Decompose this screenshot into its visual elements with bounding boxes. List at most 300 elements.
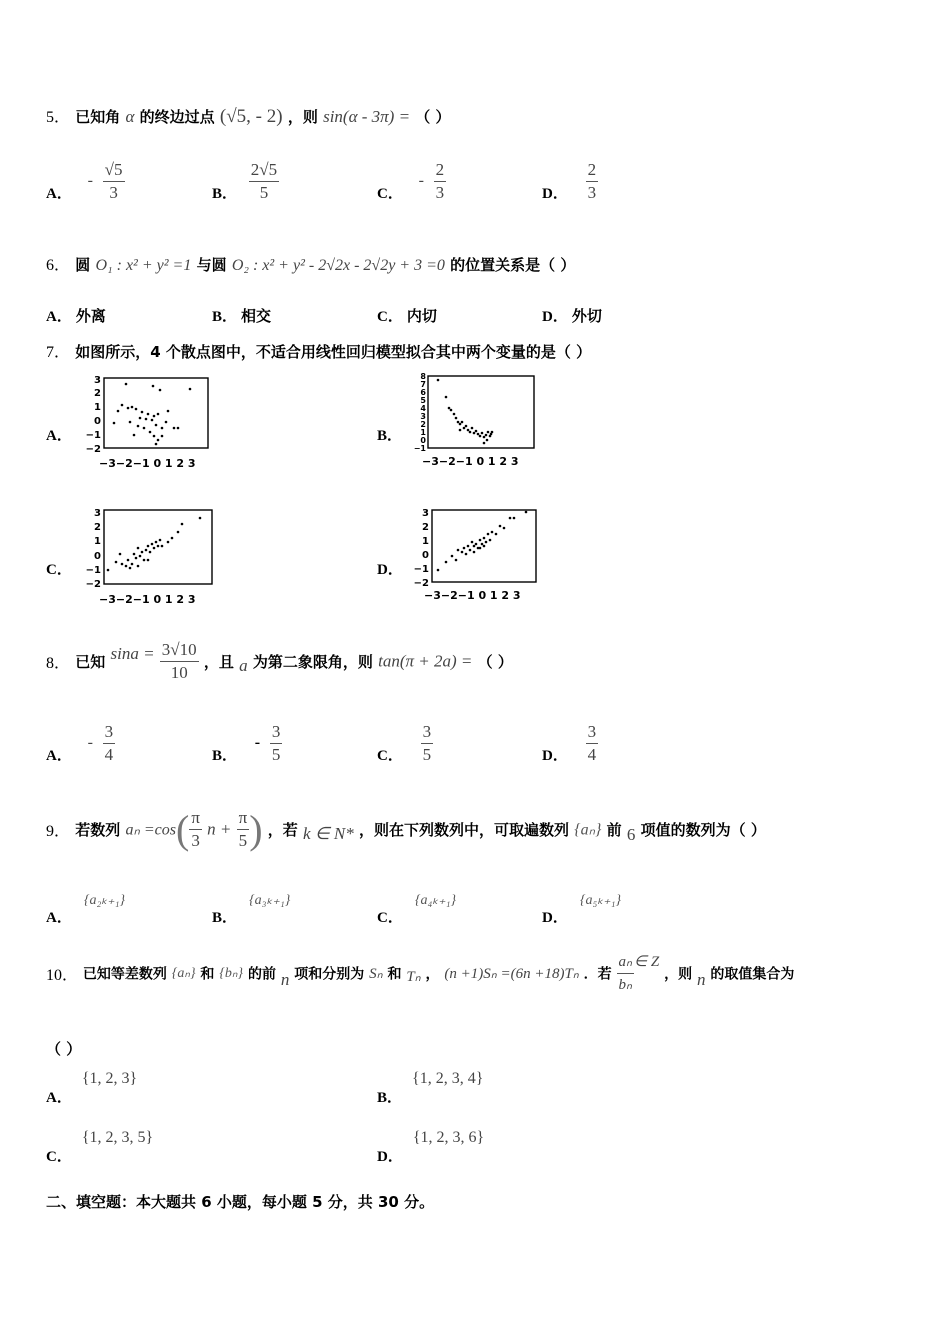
scatter-point: [199, 517, 202, 520]
q10-text-5: 和: [387, 966, 402, 983]
q10-option-a[interactable]: [46, 1070, 137, 1107]
q10-option-c[interactable]: [46, 1129, 153, 1166]
scatter-point: [463, 427, 466, 430]
scatter-b-ytick-6: 6: [420, 388, 426, 397]
q5-option-b-fraction: [249, 160, 279, 203]
scatter-point: [189, 388, 192, 391]
scatter-point: [445, 561, 448, 564]
q10-T: Tₙ: [406, 969, 421, 985]
scatter-point: [467, 429, 470, 432]
scatter-a-points: [113, 383, 192, 446]
q6-number: 6．: [46, 257, 71, 274]
q8-option-b-sign: -: [254, 733, 261, 751]
scatter-b-ytick-3: 3: [420, 412, 426, 421]
q9-text-1: 若数列: [75, 821, 121, 839]
q8-text-3: 为第二象限角，则: [252, 653, 373, 671]
scatter-point: [459, 429, 462, 432]
scatter-point: [437, 379, 440, 382]
scatter-b-points: [437, 379, 494, 445]
q7-number: 7．: [46, 344, 71, 361]
q10-text-2: 和: [200, 966, 215, 983]
q6-option-c[interactable]: [377, 305, 437, 326]
scatter-point: [159, 539, 162, 542]
scatter-point: [457, 549, 460, 552]
scatter-d-ytick-3: 3: [422, 508, 429, 519]
q10-paren: （ ）: [46, 1040, 82, 1058]
scatter-point: [113, 422, 116, 425]
scatter-point: [455, 417, 458, 420]
scatter-point: [155, 541, 158, 544]
scatter-point: [487, 431, 490, 434]
scatter-point: [107, 569, 110, 572]
q5-option-a-fraction: [103, 160, 125, 203]
scatter-point: [152, 385, 155, 388]
q9-option-c[interactable]: [377, 892, 456, 927]
q10-option-a-text: {1, 2, 3}: [81, 1070, 138, 1087]
q5-number: 5．: [46, 109, 71, 126]
scatter-point: [473, 551, 476, 554]
q5-option-c-sign: -: [418, 171, 424, 189]
scatter-point: [133, 553, 136, 556]
q9-k: k ∈ N*: [303, 823, 354, 843]
scatter-point: [161, 435, 164, 438]
scatter-point: [181, 523, 184, 526]
q8-option-c-fraction: [421, 722, 434, 765]
scatter-point: [155, 424, 158, 427]
scatter-d-yticks: [414, 508, 429, 589]
scatter-point: [173, 427, 176, 430]
q7-scatter-b[interactable]: [414, 370, 544, 472]
q9-option-b-text: {a₃ₖ₊₁}: [249, 893, 291, 908]
scatter-b-xticks: −3−2−1 0 1 2 3: [422, 455, 519, 468]
q9-option-c-text: {a₄ₖ₊₁}: [414, 893, 457, 908]
scatter-point: [161, 427, 164, 430]
q8-a: a: [239, 655, 248, 675]
scatter-point: [143, 427, 146, 430]
scatter-point: [471, 427, 474, 430]
q5-stem: [46, 104, 451, 128]
scatter-point: [137, 425, 140, 428]
q5-option-b-numerator: 2√5: [249, 160, 279, 182]
q7-option-a-label[interactable]: A．: [46, 428, 72, 444]
scatter-point: [491, 431, 494, 434]
q8-option-d-fraction: [586, 722, 599, 765]
scatter-point: [459, 423, 462, 426]
q10-option-b-label: B．: [377, 1090, 403, 1106]
q9-fraction-2-numerator: π: [237, 808, 250, 830]
q9-fraction-2: [237, 808, 250, 851]
q8-stem: [46, 640, 513, 683]
scatter-point: [119, 553, 122, 556]
q8-text-1: 已知: [75, 653, 106, 671]
q5-option-d[interactable]: [542, 160, 598, 203]
q6-option-d-text: 外切: [571, 307, 602, 325]
scatter-b-ytick-0: 0: [420, 436, 426, 445]
scatter-point: [157, 545, 160, 548]
scatter-point: [129, 567, 132, 570]
scatter-d-ytick-0: 0: [422, 550, 429, 561]
scatter-point: [167, 541, 170, 544]
scatter-point: [147, 413, 150, 416]
scatter-b-ytick-m1: −1: [414, 444, 426, 453]
scatter-a-ytick-3: 3: [94, 375, 101, 386]
q8-option-d-denominator: 4: [587, 745, 597, 764]
q8-option-a-fraction: [103, 722, 116, 765]
scatter-point: [131, 406, 134, 409]
scatter-point: [127, 407, 130, 410]
q5-option-c-numerator: 2: [434, 160, 447, 182]
scatter-point: [133, 434, 136, 437]
q8-option-b[interactable]: [212, 722, 282, 765]
scatter-point: [145, 418, 148, 421]
q6-option-a[interactable]: [46, 305, 106, 326]
q5-option-d-fraction: [586, 160, 599, 203]
q7-text: 如图所示，4 个散点图中，不适合用线性回归模型拟合其中两个变量的是（ ）: [75, 343, 592, 361]
q8-number: 8．: [46, 655, 71, 672]
scatter-point: [445, 396, 448, 399]
q8-option-d[interactable]: [542, 722, 598, 765]
q10-option-d[interactable]: [377, 1129, 484, 1166]
scatter-point: [115, 561, 118, 564]
scatter-point: [437, 569, 440, 572]
q6-option-b-text: 相交: [241, 307, 272, 325]
scatter-point: [117, 410, 120, 413]
scatter-point: [485, 541, 488, 544]
q9-option-b-label: B．: [212, 910, 238, 926]
q9-option-d[interactable]: [542, 892, 621, 927]
q10-fraction-denominator: bₙ: [618, 977, 633, 993]
scatter-point: [139, 417, 142, 420]
scatter-point: [161, 545, 164, 548]
scatter-point: [171, 537, 174, 540]
q10-option-c-text: {1, 2, 3, 5}: [81, 1129, 154, 1146]
q6-option-b-label: B．: [212, 309, 238, 325]
q5-option-a-sign: -: [87, 171, 93, 189]
q8-option-d-numerator: 3: [586, 722, 599, 744]
q10-text-9: 的取值集合为: [710, 966, 795, 983]
q10-text-1: 已知等差数列: [82, 966, 167, 983]
q8-option-b-numerator: 3: [270, 722, 283, 744]
q10-in-z: ∈ Z: [634, 954, 660, 970]
q8-expression: tan(π + 2a) =: [378, 651, 473, 671]
scatter-point: [153, 435, 156, 438]
q7-option-b-label[interactable]: B．: [377, 428, 403, 444]
scatter-point: [177, 531, 180, 534]
section-2-heading: 二、填空题：本大题共 6 小题，每小题 5 分，共 30 分。: [46, 1193, 435, 1211]
scatter-b-ytick-4: 4: [420, 404, 426, 413]
q6-stem: [46, 252, 575, 275]
scatter-c-xticks: −3−2−1 0 1 2 3: [99, 593, 196, 606]
q10-option-b[interactable]: [377, 1070, 483, 1107]
q8-option-a[interactable]: [46, 722, 115, 765]
scatter-point: [149, 551, 152, 554]
q10-sequence-b: {bₙ}: [219, 966, 244, 981]
scatter-point: [135, 557, 138, 560]
scatter-point: [473, 545, 476, 548]
q6-option-d[interactable]: [542, 305, 602, 326]
scatter-point: [483, 436, 486, 439]
q10-n-2: n: [696, 969, 706, 989]
scatter-point: [125, 565, 128, 568]
scatter-point: [129, 421, 132, 424]
scatter-point: [448, 407, 451, 410]
q5-text-4: （ ）: [415, 108, 451, 126]
scatter-point: [483, 545, 486, 548]
scatter-point: [465, 425, 468, 428]
scatter-c-ytick-m1: −1: [85, 565, 101, 576]
scatter-point: [127, 559, 130, 562]
q8-option-b-label: B．: [212, 748, 238, 764]
q5-expression: sin(α - 3π) =: [323, 107, 411, 126]
scatter-point: [153, 547, 156, 550]
q8-option-b-fraction: [270, 722, 283, 765]
scatter-b-ytick-8: 8: [420, 372, 426, 381]
q6-option-c-text: 内切: [406, 307, 437, 325]
q9-option-d-label: D．: [542, 910, 568, 926]
q9-option-a-text: {a₂ₖ₊₁}: [83, 893, 126, 908]
q10-sequence-a: {aₙ}: [171, 966, 196, 981]
scatter-d-ytick-m2: −2: [414, 578, 429, 589]
scatter-a-ytick-m2: −2: [85, 444, 101, 455]
scatter-b-yticks: [414, 372, 426, 453]
scatter-point: [147, 545, 150, 548]
q6-circle-2: O₂ : x² + y² - 2√2x - 2√2y + 3 =0: [231, 257, 445, 274]
q9-text-2: ，若: [267, 821, 298, 839]
scatter-point: [450, 409, 453, 412]
q9-text-4: 前: [606, 821, 622, 839]
q8-fraction: [160, 640, 199, 683]
q9-fraction-1-denominator: 3: [191, 831, 200, 850]
q9-six: 6: [626, 824, 636, 844]
scatter-point: [467, 545, 470, 548]
scatter-b-ytick-2: 2: [420, 420, 426, 429]
q10-option-a-label: A．: [46, 1090, 72, 1106]
q9-option-a[interactable]: [46, 892, 125, 927]
scatter-a-frame: [104, 378, 208, 448]
q5-option-c[interactable]: [377, 160, 446, 203]
q5-text-1: 已知角: [75, 108, 121, 126]
q10-option-d-text: {1, 2, 3, 6}: [412, 1129, 485, 1146]
q5-option-a-denominator: 3: [109, 183, 118, 202]
q8-text-2: ，且: [203, 653, 234, 671]
scatter-point: [157, 413, 160, 416]
scatter-point: [499, 525, 502, 528]
q8-numerator: 3√10: [160, 640, 199, 662]
q5-option-d-denominator: 3: [587, 183, 597, 202]
scatter-point: [125, 383, 128, 386]
q9-option-d-text: {a₅ₖ₊₁}: [579, 893, 622, 908]
q6-circle-1: O₁ : x² + y² =1: [95, 257, 192, 274]
scatter-a-yticks: [86, 375, 101, 455]
q8-option-c-denominator: 5: [422, 745, 432, 764]
q10-option-c-label: C．: [46, 1149, 72, 1165]
scatter-point: [453, 413, 456, 416]
scatter-a-xticks: −3−2−1 0 1 2 3: [99, 457, 196, 470]
q6-option-b[interactable]: [212, 305, 271, 326]
q8-option-c[interactable]: [377, 722, 433, 765]
scatter-point: [487, 533, 490, 536]
scatter-b-ytick-5: 5: [420, 396, 426, 405]
q7-scatter-c[interactable]: [82, 504, 222, 608]
q5-text-2: 的终边过点: [139, 108, 215, 126]
scatter-point: [479, 539, 482, 542]
q9-number: 9．: [46, 823, 71, 840]
scatter-point: [153, 415, 156, 418]
scatter-point: [491, 531, 494, 534]
scatter-point: [131, 563, 134, 566]
q5-option-b-label: B．: [212, 186, 238, 202]
scatter-point: [473, 432, 476, 435]
scatter-point: [159, 389, 162, 392]
scatter-point: [483, 537, 486, 540]
q9-left-paren: (: [176, 807, 190, 852]
q10-number: 10．: [46, 967, 79, 984]
scatter-point: [167, 410, 170, 413]
q10-text-3: 的前: [247, 966, 276, 983]
scatter-point: [457, 421, 460, 424]
q9-text-3: ，则在下列数列中，可取遍数列: [358, 821, 569, 839]
q10-stem: [46, 952, 794, 995]
scatter-a-ytick-0: 0: [94, 416, 101, 427]
q10-text-7: ．若: [583, 966, 612, 983]
scatter-b-ytick-7: 7: [420, 380, 426, 389]
q9-option-b[interactable]: [212, 892, 290, 927]
q9-fraction-2-denominator: 5: [238, 831, 248, 850]
q9-text-5: 项值的数列为（ ）: [640, 821, 766, 839]
scatter-point: [145, 549, 148, 552]
scatter-point: [149, 431, 152, 434]
q5-option-c-label: C．: [377, 186, 403, 202]
q8-option-a-numerator: 3: [103, 722, 116, 744]
q7-option-d-label[interactable]: D．: [377, 562, 403, 578]
q10-text-8: ，则: [664, 966, 693, 983]
q5-option-b[interactable]: [212, 160, 279, 203]
scatter-point: [479, 547, 482, 550]
q9-option-c-label: C．: [377, 910, 403, 926]
q6-option-a-text: 外离: [75, 307, 106, 325]
q8-lhs: sina =: [110, 643, 155, 663]
scatter-point: [137, 547, 140, 550]
scatter-point: [469, 431, 472, 434]
q5-text-3: ，则: [287, 108, 318, 126]
q10-n-1: n: [280, 969, 290, 989]
scatter-c-ytick-0: 0: [94, 551, 101, 562]
q9-fraction-1-numerator: π: [189, 808, 202, 830]
q7-stem: [46, 339, 591, 362]
scatter-c-yticks: [86, 508, 101, 590]
q6-text-3: 的位置关系是（ ）: [450, 256, 576, 274]
scatter-point: [477, 433, 480, 436]
scatter-point: [479, 435, 482, 438]
q8-option-a-sign: -: [87, 733, 93, 751]
q7-scatter-a[interactable]: [82, 370, 222, 472]
q5-option-a[interactable]: [46, 160, 125, 203]
scatter-point: [155, 443, 158, 446]
q5-option-a-label: A．: [46, 186, 72, 202]
scatter-point: [513, 517, 516, 520]
scatter-point: [137, 565, 140, 568]
q8-denominator: 10: [170, 663, 188, 682]
scatter-point: [525, 511, 528, 514]
q10-option-b-text: {1, 2, 3, 4}: [412, 1070, 484, 1087]
q5-option-d-numerator: 2: [586, 160, 599, 182]
scatter-c-ytick-m2: −2: [85, 579, 101, 590]
scatter-point: [151, 543, 154, 546]
scatter-point: [469, 549, 472, 552]
q9-sequence: {aₙ}: [574, 821, 602, 839]
q10-fraction-numerator: aₙ: [617, 952, 634, 974]
q8-option-c-numerator: 3: [421, 722, 434, 744]
scatter-point: [451, 555, 454, 558]
q5-option-a-numerator: √5: [103, 160, 125, 182]
scatter-point: [481, 432, 484, 435]
q5-alpha: α: [125, 107, 135, 126]
q6-option-d-label: D．: [542, 309, 568, 325]
scatter-point: [495, 533, 498, 536]
q9-stem: [46, 806, 766, 853]
q8-option-d-label: D．: [542, 748, 568, 764]
q10-fraction: [617, 952, 634, 995]
q5-option-c-denominator: 3: [435, 183, 445, 202]
scatter-point: [465, 553, 468, 556]
scatter-point: [455, 559, 458, 562]
scatter-a-ytick-1: 1: [94, 402, 101, 413]
q10-option-d-label: D．: [377, 1149, 403, 1165]
scatter-point: [485, 434, 488, 437]
q8-option-c-label: C．: [377, 748, 403, 764]
scatter-point: [143, 559, 146, 562]
scatter-d-ytick-m1: −1: [414, 564, 429, 575]
q9-an: aₙ =cos: [125, 821, 176, 839]
scatter-point: [139, 555, 142, 558]
q8-option-a-label: A．: [46, 748, 72, 764]
scatter-a-ytick-m1: −1: [85, 430, 101, 441]
q10-text-6: ，: [425, 966, 440, 983]
scatter-d-points: [437, 511, 528, 572]
scatter-point: [141, 411, 144, 414]
q7-option-c-label[interactable]: C．: [46, 562, 72, 578]
scatter-point: [157, 439, 160, 442]
scatter-c-ytick-3: 3: [94, 508, 101, 519]
scatter-point: [461, 421, 464, 424]
scatter-point: [177, 427, 180, 430]
q9-fraction-1: [189, 808, 202, 851]
scatter-point: [486, 439, 489, 442]
scatter-c-points: [107, 517, 202, 572]
scatter-point: [165, 421, 168, 424]
q9-middle: n +: [207, 819, 232, 839]
scatter-d-xticks: −3−2−1 0 1 2 3: [424, 589, 521, 602]
scatter-point: [503, 527, 506, 530]
scatter-b-ytick-1: 1: [420, 428, 426, 437]
q9-option-a-label: A．: [46, 910, 72, 926]
q7-scatter-d[interactable]: [414, 504, 544, 608]
scatter-point: [147, 559, 150, 562]
q8-option-b-denominator: 5: [271, 745, 281, 764]
q10-text-4: 项和分别为: [294, 966, 365, 983]
q5-option-c-fraction: [434, 160, 447, 203]
scatter-point: [461, 551, 464, 554]
q6-option-c-label: C．: [377, 309, 403, 325]
scatter-point: [483, 442, 486, 445]
scatter-point: [121, 563, 124, 566]
scatter-d-ytick-2: 2: [422, 522, 429, 533]
scatter-point: [509, 517, 512, 520]
scatter-point: [489, 539, 492, 542]
scatter-point: [475, 430, 478, 433]
q10-equation: (n +1)Sₙ =(6n +18)Tₙ: [444, 966, 579, 982]
scatter-point: [475, 543, 478, 546]
